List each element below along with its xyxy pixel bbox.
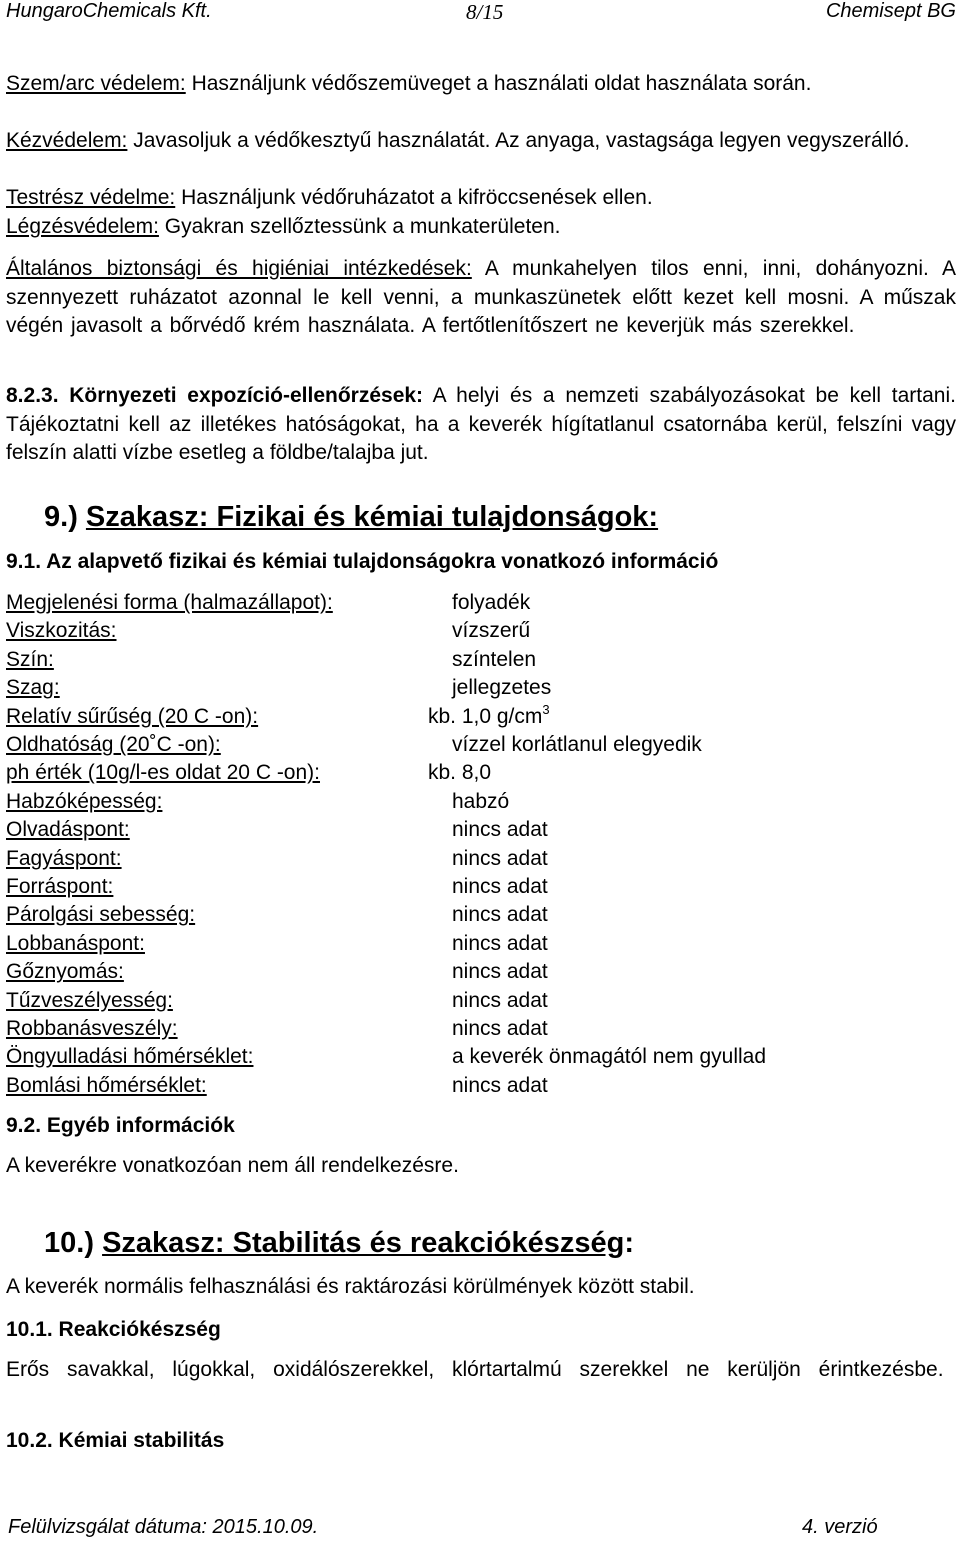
property-value-text: habzó [452,789,510,813]
property-value-text: nincs adat [452,846,548,870]
property-name: Olvadáspont: [6,818,130,842]
property-row [6,731,946,760]
property-value [452,788,509,817]
property-name: Robbanásveszély: [6,1017,178,1040]
property-row [6,1043,946,1072]
property-row [6,816,946,845]
property-value-text: folyadék [452,591,531,614]
property-name: Tűzveszélyesség: [6,988,173,1012]
header-company: HungaroChemicals Kft. [6,0,212,22]
property-value [452,674,551,703]
property-value [452,987,548,1016]
body-protection-label: Testrész védelme: [6,186,176,209]
env-exposure-text: A helyi és a nemzeti szabályozásokat be kell tartani. Tájékoztatni kell az illetékes hatóságokat, ha a keverék hígítatlanul csatornába kerül, felszíni vagy felszín alatti vízbe esetleg a földbe/talajba jut. [6,384,956,464]
property-name: Relatív sűrűség (20 C -on): [6,704,259,728]
property-row [6,1015,946,1044]
section-10-heading: Szakasz: Stabilitás és reakciókészség [102,1227,625,1259]
property-value-text: kb. 1,0 g/cm [428,704,543,728]
section-10-number: 10. [44,1227,85,1259]
section-10-title [44,1226,634,1260]
property-row [6,1072,946,1101]
property-value [452,646,536,675]
property-value [452,816,548,845]
section-9-2-text: A keverékre vonatkozóan nem áll rendelkezésre. [6,1154,459,1177]
property-value [452,873,548,902]
property-name: Párolgási sebesség: [6,903,196,927]
property-row [6,901,946,930]
section-9-2-heading: 9.2. Egyéb információk [6,1114,235,1137]
property-row [6,788,946,817]
eye-protection-text: Használjunk védőszemüveget a használati oldat használata során. [185,72,812,95]
property-value-text: nincs adat [452,1073,548,1097]
section-10-paren: ) [84,1227,94,1259]
eye-protection-paragraph [6,70,956,99]
general-hygiene-label: Általános biztonsági és higiéniai intézkedések: [6,257,472,280]
hand-protection-text: Javasoljuk a védőkesztyű használatát. Az anyaga, vastagsága legyen vegyszerálló. [127,129,910,152]
property-name: Habzóképesség: [6,789,163,813]
general-hygiene-text: A munkahelyen tilos enni, inni, dohányozni. A szennyezett ruházatot azonnal le kell venni, a munkaszünetek előtt kezet kell mosni. A műszak végén javasolt a bőrvédő krém használata. A fertőtlenítőszert ne keverjük más szerekkel. [6,257,957,337]
property-name: Bomlási hőmérséklet: [6,1073,207,1097]
property-row [6,759,946,788]
section-10-1-heading: 10.1. Reakciókészség [6,1318,221,1341]
property-value-text: színtelen [452,647,537,671]
property-value-superscript: 3 [542,701,550,717]
property-row [6,845,946,874]
property-value [452,958,548,987]
env-exposure-label: 8.2.3. Környezeti expozíció-ellenőrzések: [6,384,424,407]
respiratory-protection-text: Gyakran szellőztessünk a munkaterületen. [158,215,561,238]
property-row [6,703,946,732]
property-value [452,589,530,618]
property-value-text: kb. 8,0 [428,761,492,785]
property-row [6,674,946,703]
property-value [452,930,548,959]
property-name: Öngyulladási hőmérséklet: [6,1045,254,1069]
respiratory-protection-paragraph [6,213,956,242]
header-page-number: 8/15 [466,0,504,24]
property-name: Fagyáspont: [6,846,122,870]
property-row [6,646,946,675]
section-9-title [44,500,658,534]
section-10-2-heading: 10.2. Kémiai stabilitás [6,1429,225,1452]
property-value [428,759,491,788]
property-name: ph érték (10g/l-es oldat 20 C -on): [6,761,320,785]
property-value-text: nincs adat [452,903,548,927]
eye-protection-label: Szem/arc védelem: [6,72,186,95]
section-9-number: 9. [44,501,69,533]
property-value-text: nincs adat [452,818,548,842]
property-value-text: nincs adat [452,931,548,955]
hand-protection-label: Kézvédelem: [6,129,128,152]
property-row [6,958,946,987]
header-product: Chemisept BG [825,0,956,22]
section-10-intro: A keverék normális felhasználási és raktározási körülmények között stabil. [6,1275,695,1298]
property-value [452,1072,548,1101]
section-9-1-heading: 9.1. Az alapvető fizikai és kémiai tulajdonságokra vonatkozó információ [6,550,719,573]
section-10-1-text: Erős savakkal, lúgokkal, oxidálószerekkel, klórtartalmú szerekkel ne kerüljön érintkezésbe. [6,1358,944,1381]
property-name: Oldhatóság (20˚C -on): [6,733,221,756]
property-value [452,1015,548,1044]
property-value [452,845,548,874]
respiratory-protection-label: Légzésvédelem: [6,215,159,238]
property-name: Szín: [6,647,54,671]
property-value-text: vízszerű [452,619,531,643]
property-value-text: vízzel korlátlanul elegyedik [452,733,702,756]
property-name: Forráspont: [6,875,114,898]
env-exposure-paragraph [6,382,956,468]
property-name: Szag: [6,676,60,700]
property-row [6,987,946,1016]
property-value [452,1043,766,1072]
property-value-text: nincs adat [452,1017,548,1040]
footer-version: 4. verzió [802,1516,878,1538]
body-protection-paragraph [6,184,956,213]
property-value [428,703,550,732]
property-row [6,873,946,902]
general-hygiene-paragraph [6,255,956,341]
property-value [452,731,702,760]
body-protection-text: Használjunk védőruházatot a kifröccsenések ellen. [175,186,653,209]
property-value-text: nincs adat [452,875,548,898]
section-9-paren: ) [68,501,78,533]
section-10-colon: : [624,1227,635,1259]
section-9-heading: Szakasz: Fizikai és kémiai tulajdonságok: [85,501,659,533]
property-value-text: a keverék önmagától nem gyullad [452,1045,767,1069]
hand-protection-paragraph [6,127,956,156]
property-row [6,617,946,646]
property-name: Viszkozitás: [6,619,117,643]
footer-revision-date: Felülvizsgálat dátuma: 2015.10.09. [8,1516,319,1538]
property-row [6,589,946,618]
property-value-text: nincs adat [452,960,548,984]
property-row [6,930,946,959]
property-value [452,617,530,646]
property-value-text: nincs adat [452,988,548,1012]
property-value-text: jellegzetes [452,676,552,700]
page-header [0,0,960,28]
property-name: Gőznyomás: [6,960,124,984]
property-name: Megjelenési forma (halmazállapot): [6,591,333,614]
property-name: Lobbanáspont: [6,931,145,955]
property-value [452,901,548,930]
